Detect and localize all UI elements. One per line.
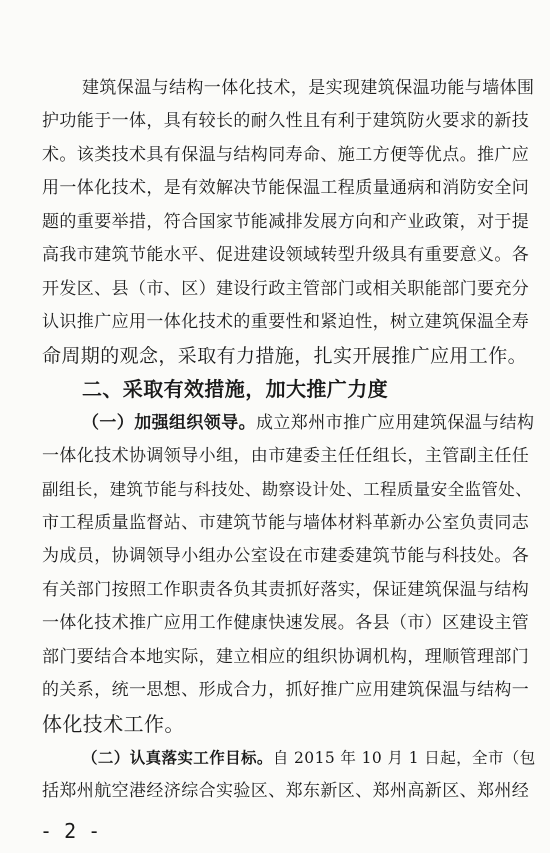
paragraph-2-line-5: 为成员，协调领导小组办公室设在市建委建筑节能与科技处。各 [42,546,530,566]
paragraph-2-line-6: 有关部门按照工作职责各负其责抓好落实，保证建筑保温与结构 [42,580,530,600]
paragraph-2-lead: （一）加强组织领导。 [82,413,256,433]
paragraph-2-line-4: 市工程质量监督站、市建筑节能与墙体材料革新办公室负责同志 [42,513,530,533]
paragraph-2-line-7: 一体化技术推广应用工作健康快速发展。各县（市）区建设主管 [42,613,530,633]
paragraph-2-line-3: 副组长，建筑节能与科技处、勘察设计处、工程质量安全监管处、 [42,480,533,499]
paragraph-3-line-1 [82,741,536,774]
paragraph-3-line-1-text: 自 2015 年 10 月 1 日起，全市（包 [272,749,536,767]
paragraph-1-line-1: 建筑保温与结构一体化技术，是实现建筑保温功能与墙体围 [82,78,535,98]
paragraph-1-line-3: 术。该类技术具有保温与结构同寿命、施工方便等优点。推广应 [42,145,530,165]
paragraph-2-line-1 [82,407,534,440]
paragraph-2-line-2: 一体化技术协调领导小组，由市建委主任任组长，主管副主任任 [42,446,530,466]
paragraph-1-line-9: 命周期的观念，采取有力措施，扎实开展推广应用工作。 [42,345,528,367]
paragraph-1-line-7: 开发区、县（市、区）建设行政主管部门或相关职能部门要充分 [42,279,530,299]
paragraph-2-line-10: 体化技术工作。 [42,712,185,736]
page-number: - 2 - [40,819,101,843]
paragraph-2-line-1-text: 成立郑州市推广应用建筑保温与结构 [256,413,535,433]
section-heading: 二、采取有效措施，加大推广力度 [82,377,388,401]
paragraph-3-lead: （二）认真落实工作目标。 [82,748,273,767]
paragraph-1-line-6: 高我市建筑节能水平、促进建设领域转型升级具有重要意义。各 [42,245,530,265]
paragraph-3-line-2: 括郑州航空港经济综合实验区、郑东新区、郑州高新区、郑州经 [42,781,530,801]
paragraph-2-line-9: 的关系，统一思想、形成合力，抓好推广应用建筑保温与结构一 [42,680,530,700]
paragraph-1-line-2: 护功能于一体，具有较长的耐久性且有利于建筑防火要求的新技 [42,111,530,131]
paragraph-2-line-8: 部门要结合本地实际，建立相应的组织协调机构，理顺管理部门 [42,647,530,667]
paragraph-1-line-5: 题的重要举措，符合国家节能减排发展方向和产业政策，对于提 [42,212,530,232]
paragraph-1-line-4: 用一体化技术，是有效解决节能保温工程质量通病和消防安全问 [42,178,530,198]
paragraph-1-line-8: 认识推广应用一体化技术的重要性和紧迫性，树立建筑保温全寿 [42,312,530,332]
